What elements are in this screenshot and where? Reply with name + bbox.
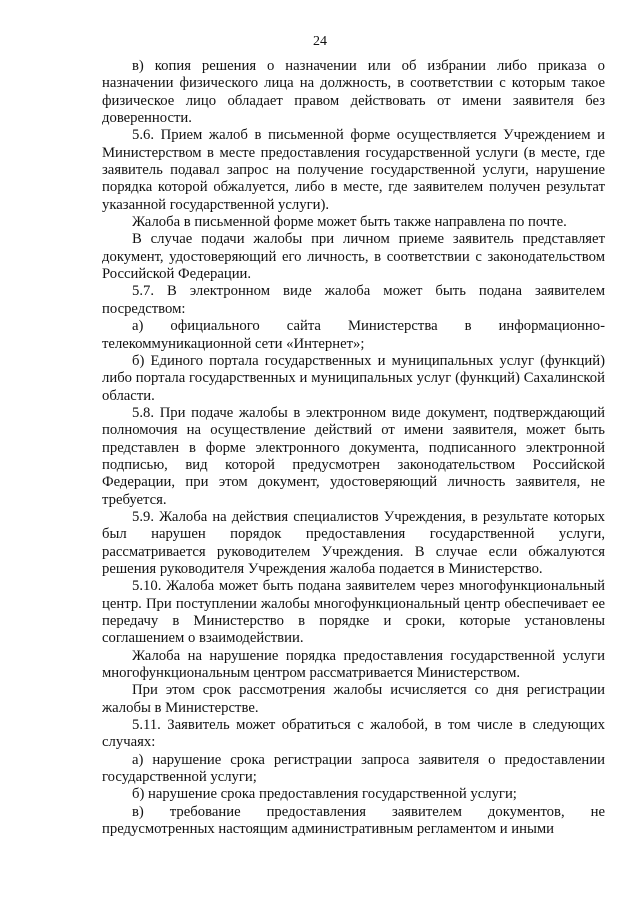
page-number: 24	[313, 34, 327, 49]
paragraph: 5.10. Жалоба может быть подана заявителем через многофункциональный центр. При поступлении жалобы многофункциональный центр обеспечивает ее передачу в Министерство в порядке и сроки, которые установлены соглашением о взаимодействии.	[102, 578, 605, 647]
paragraph: в) копия решения о назначении или об избрании либо приказа о назначении физического лица на должность, в соответствии с которым такое физическое лицо обладает правом действовать от имени заявителя без доверенности.	[102, 58, 605, 127]
paragraph: а) официального сайта Министерства в информационно-телекоммуникационной сети «Интернет»;	[102, 318, 605, 352]
paragraph: 5.9. Жалоба на действия специалистов Учреждения, в результате которых был нарушен порядок предоставления государственной услуги, рассматривается руководителем Учреждения. В случае если обжалуются решения руководителя Учреждения жалоба подается в Министерство.	[102, 508, 605, 577]
paragraph: Жалоба в письменной форме может быть также направлена по почте.	[132, 214, 567, 231]
paragraph: б) нарушение срока предоставления государственной услуги;	[132, 786, 517, 803]
paragraph: 5.8. При подаче жалобы в электронном виде документ, подтверждающий полномочия на осуществление действий от имени заявителя, может быть представлен в форме электронного документа, подписанного электронной подписью, вид которой предусмотрен законодательством Российской Федерации, при этом документ, удостоверяющий личность заявителя, не требуется.	[102, 404, 605, 508]
paragraph: 5.6. Прием жалоб в письменной форме осуществляется Учреждением и Министерством в месте предоставления государственной услуги (в месте, где заявитель подавал запрос на получение государственной услуги, нарушение порядка которой обжалуется, либо в месте, где заявителем получен результат указанной государственной услуги).	[102, 127, 605, 213]
document-body	[102, 58, 605, 838]
paragraph: б) Единого портала государственных и муниципальных услуг (функций) либо портала государственных и муниципальных услуг (функций) Сахалинской области.	[102, 352, 605, 404]
paragraph: Жалоба на нарушение порядка предоставления государственной услуги многофункциональным центром рассматривается Министерством.	[102, 647, 605, 682]
paragraph: В случае подачи жалобы при личном приеме заявитель представляет документ, удостоверяющий его личность, в соответствии с законодательством Российской Федерации.	[102, 231, 605, 283]
paragraph: При этом срок рассмотрения жалобы исчисляется со дня регистрации жалобы в Министерстве.	[102, 682, 605, 716]
paragraph: 5.11. Заявитель может обратиться с жалобой, в том числе в следующих случаях:	[102, 717, 605, 751]
paragraph: 5.7. В электронном виде жалоба может быть подана заявителем посредством:	[102, 283, 605, 317]
paragraph: а) нарушение срока регистрации запроса заявителя о предоставлении государственной услуги;	[102, 751, 605, 786]
paragraph: в) требование предоставления заявителем документов, не предусмотренных настоящим административным регламентом и иными	[102, 803, 605, 838]
